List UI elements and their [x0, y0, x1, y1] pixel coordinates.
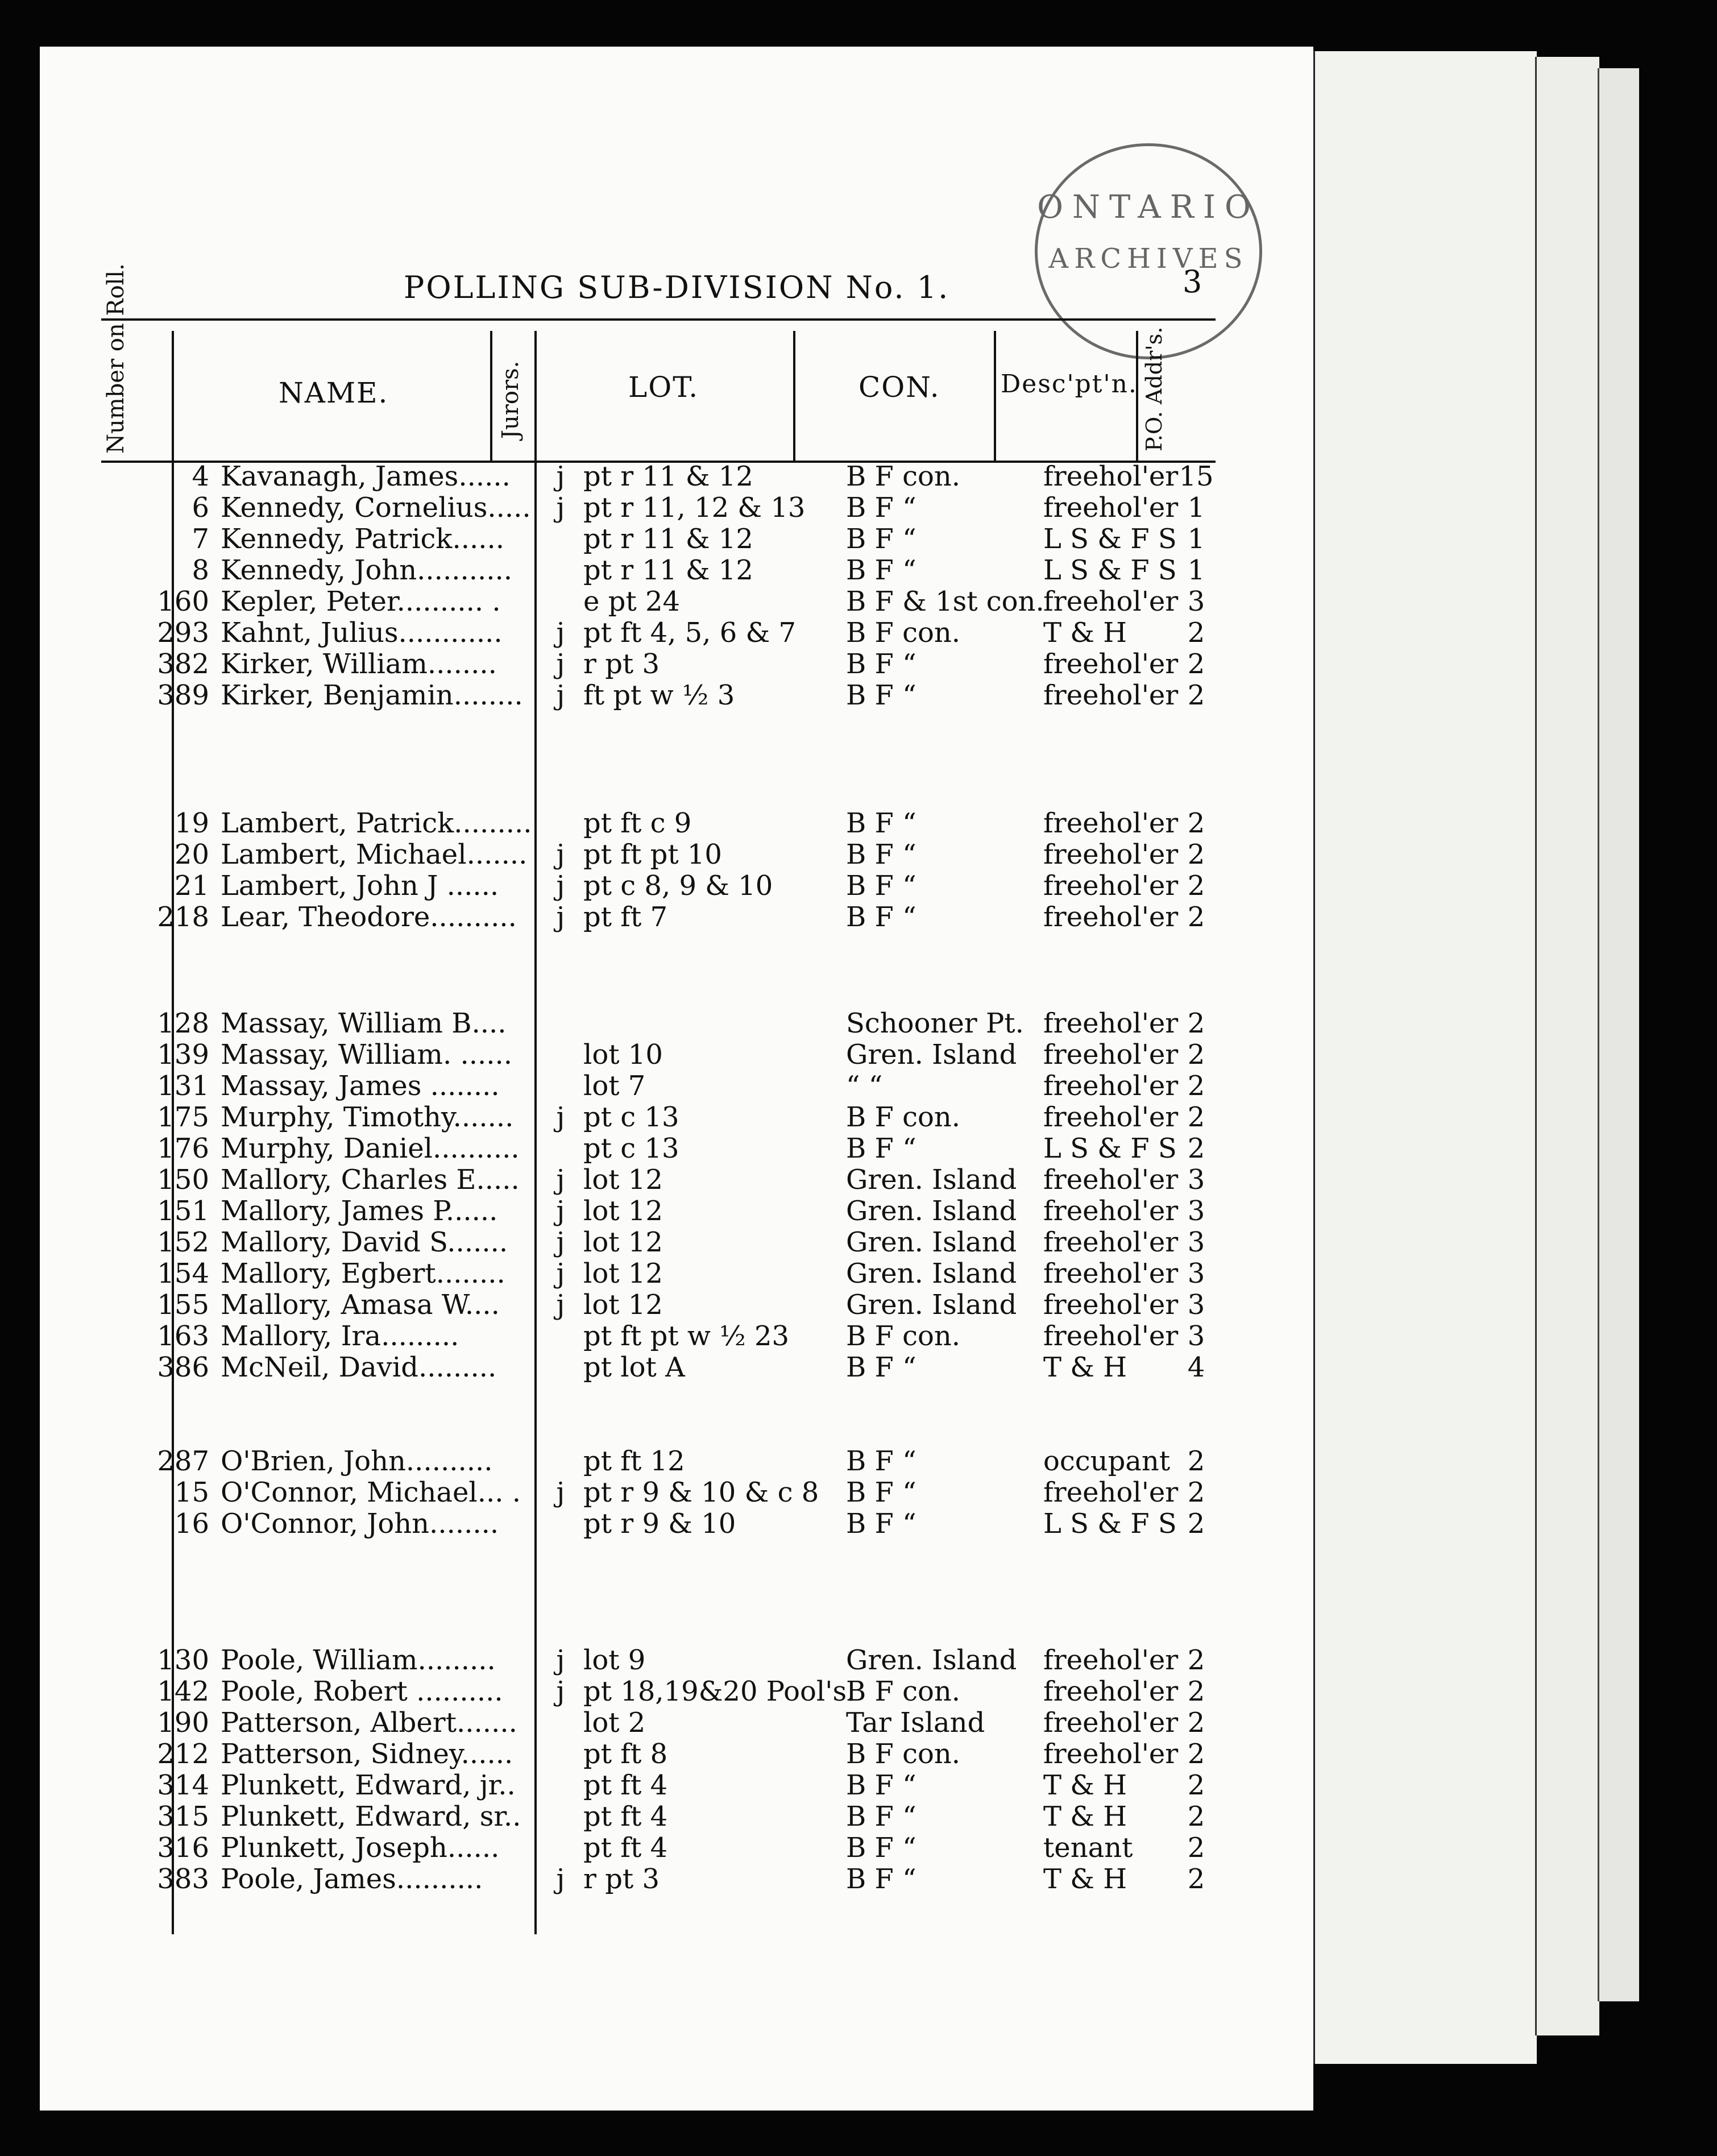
po-address-value: 3 [1187, 1226, 1205, 1258]
table-row [40, 1769, 1313, 1801]
description-value: freehol'er [1043, 1644, 1179, 1676]
lot-value: lot 10 [583, 1039, 663, 1071]
concession-value: B F & 1st con. [846, 586, 1044, 617]
roll-number: 160 [157, 586, 209, 617]
lot-value: pt ft pt 10 [583, 839, 722, 870]
lot-value: lot 12 [583, 1195, 663, 1227]
po-address-value: 4 [1187, 1351, 1205, 1383]
roll-number: 8 [192, 554, 209, 586]
column-header-jurors: Jurors. [497, 360, 524, 439]
concession-value: B F “ [846, 648, 916, 680]
stamp-line-2: ARCHIVES [1048, 242, 1249, 275]
roll-number: 151 [157, 1195, 209, 1227]
table-row [40, 492, 1313, 524]
juror-mark: j [556, 1258, 565, 1290]
page-edge-back [1313, 51, 1537, 2064]
table-row [40, 1508, 1313, 1540]
juror-mark: j [556, 1644, 565, 1676]
lot-value: r pt 3 [583, 1863, 660, 1895]
table-row [40, 1738, 1313, 1770]
concession-value: Gren. Island [846, 1195, 1017, 1227]
description-value: freehol'er [1043, 1676, 1179, 1707]
voter-name: Lambert, Michael....... [221, 839, 528, 870]
roll-number: 16 [174, 1508, 209, 1540]
description-value: freehol'er [1043, 461, 1179, 492]
concession-value: B F “ [846, 1832, 916, 1864]
roll-number: 19 [174, 807, 209, 839]
po-address-value: 2 [1187, 617, 1205, 649]
po-address-value: 2 [1187, 648, 1205, 680]
description-value: freehol'er [1043, 839, 1179, 870]
lot-value: pt ft 8 [583, 1738, 668, 1770]
table-row [40, 1320, 1313, 1352]
juror-mark: j [556, 679, 565, 711]
column-rule [793, 331, 795, 462]
voter-name: Mallory, Amasa W.... [221, 1289, 500, 1321]
lot-value: pt r 9 & 10 [583, 1508, 736, 1540]
juror-mark: j [556, 617, 565, 649]
roll-number: 142 [157, 1676, 209, 1707]
roll-number: 212 [157, 1738, 209, 1770]
po-address-value: 2 [1187, 1676, 1205, 1707]
voter-name: Poole, William......... [221, 1644, 496, 1676]
description-value: T & H [1043, 617, 1127, 649]
concession-value: Schooner Pt. [846, 1007, 1024, 1039]
concession-value: B F “ [846, 870, 916, 902]
description-value: freehol'er [1043, 1320, 1179, 1352]
table-row [40, 554, 1313, 586]
lot-value: e pt 24 [583, 586, 681, 617]
lot-value: pt r 11 & 12 [583, 523, 753, 555]
concession-value: B F “ [846, 1477, 916, 1508]
concession-value: B F con. [846, 461, 961, 492]
voter-name: McNeil, David......... [221, 1351, 497, 1383]
roll-number: 130 [157, 1644, 209, 1676]
description-value: freehol'er [1043, 1258, 1179, 1290]
voter-name: Mallory, Charles E..... [221, 1164, 520, 1196]
voter-name: Kavanagh, James...... [221, 461, 511, 492]
table-row [40, 1832, 1313, 1864]
lot-value: pt ft 4 [583, 1832, 668, 1864]
roll-number: 218 [157, 901, 209, 933]
lot-value: pt ft 7 [583, 901, 668, 933]
column-header-con: CON. [858, 371, 940, 404]
concession-value: B F “ [846, 1863, 916, 1895]
lot-value: pt ft 4 [583, 1801, 668, 1832]
juror-mark: j [556, 492, 565, 524]
lot-value: lot 12 [583, 1226, 663, 1258]
description-value: L S & F S [1043, 1508, 1177, 1540]
roll-number: 131 [157, 1070, 209, 1102]
voter-name: Murphy, Timothy....... [221, 1101, 514, 1133]
column-rule [994, 331, 996, 462]
voter-name: Poole, James.......... [221, 1863, 483, 1895]
table-row [40, 839, 1313, 870]
table-row [40, 1007, 1313, 1039]
roll-number: 382 [157, 648, 209, 680]
voter-name: O'Connor, Michael... . [221, 1477, 521, 1508]
voter-name: Lambert, Patrick......... [221, 807, 532, 839]
description-value: tenant [1043, 1832, 1133, 1864]
roll-number: 15 [174, 1477, 209, 1508]
po-address-value: 2 [1187, 807, 1205, 839]
table-row [40, 1226, 1313, 1258]
roll-number: 316 [157, 1832, 209, 1864]
juror-mark: j [556, 1289, 565, 1321]
po-address-value: 2 [1187, 1644, 1205, 1676]
po-address-value: 15 [1179, 461, 1214, 492]
description-value: freehol'er [1043, 1195, 1179, 1227]
description-value: freehol'er [1043, 1738, 1179, 1770]
page-edge-back [1535, 57, 1599, 2035]
po-address-value: 2 [1187, 1101, 1205, 1133]
concession-value: B F “ [846, 1508, 916, 1540]
lot-value: pt r 11 & 12 [583, 461, 753, 492]
concession-value: Tar Island [846, 1707, 985, 1739]
po-address-value: 2 [1187, 1832, 1205, 1864]
roll-number: 7 [192, 523, 209, 555]
lot-value: pt 18,19&20 Pool's. [583, 1676, 856, 1707]
concession-value: B F con. [846, 1320, 961, 1352]
juror-mark: j [556, 461, 565, 492]
juror-mark: j [556, 1477, 565, 1508]
voter-name: Mallory, Egbert........ [221, 1258, 505, 1290]
voter-name: O'Connor, John........ [221, 1508, 499, 1540]
description-value: T & H [1043, 1351, 1127, 1383]
lot-value: pt ft pt w ½ 23 [583, 1320, 790, 1352]
lot-value: pt lot A [583, 1351, 685, 1383]
roll-number: 314 [157, 1769, 209, 1801]
po-address-value: 2 [1187, 1738, 1205, 1770]
table-row [40, 1164, 1313, 1196]
lot-value: pt c 13 [583, 1133, 679, 1164]
concession-value: B F con. [846, 1101, 961, 1133]
juror-mark: j [556, 1863, 565, 1895]
voter-name: Kennedy, John........... [221, 554, 512, 586]
lot-value: ft pt w ½ 3 [583, 679, 735, 711]
concession-value: B F con. [846, 617, 961, 649]
po-address-value: 1 [1187, 523, 1205, 555]
table-row [40, 1445, 1313, 1477]
voter-name: Patterson, Sidney...... [221, 1738, 513, 1770]
voter-name: Kepler, Peter.......... . [221, 586, 501, 617]
table-row [40, 1801, 1313, 1832]
column-header-desc: Desc'pt'n. [1001, 370, 1138, 399]
voter-name: O'Brien, John.......... [221, 1445, 493, 1477]
description-value: freehol'er [1043, 1477, 1179, 1508]
juror-mark: j [556, 1101, 565, 1133]
table-row [40, 461, 1313, 492]
description-value: freehol'er [1043, 1070, 1179, 1102]
voter-name: Kirker, Benjamin........ [221, 679, 523, 711]
description-value: occupant [1043, 1445, 1171, 1477]
roll-number: 20 [174, 839, 209, 870]
po-address-value: 2 [1187, 1769, 1205, 1801]
voter-name: Massay, William B.... [221, 1007, 507, 1039]
concession-value: Gren. Island [846, 1226, 1017, 1258]
po-address-value: 2 [1187, 1070, 1205, 1102]
po-address-value: 3 [1187, 1164, 1205, 1196]
voter-name: Kahnt, Julius............ [221, 617, 503, 649]
table-row [40, 1644, 1313, 1676]
juror-mark: j [556, 839, 565, 870]
lot-value: pt r 9 & 10 & c 8 [583, 1477, 819, 1508]
lot-value: pt r 11 & 12 [583, 554, 753, 586]
description-value: T & H [1043, 1863, 1127, 1895]
roll-number: 176 [157, 1133, 209, 1164]
voter-name: Massay, James ........ [221, 1070, 500, 1102]
po-address-value: 3 [1187, 1320, 1205, 1352]
table-row [40, 1289, 1313, 1321]
description-value: freehol'er [1043, 1289, 1179, 1321]
table-row [40, 807, 1313, 839]
lot-value: pt c 13 [583, 1101, 679, 1133]
po-address-value: 2 [1187, 1477, 1205, 1508]
roll-number: 383 [157, 1863, 209, 1895]
concession-value: Gren. Island [846, 1289, 1017, 1321]
table-row [40, 901, 1313, 933]
concession-value: B F con. [846, 1738, 961, 1770]
table-row [40, 1101, 1313, 1133]
lot-value: pt ft 4 [583, 1769, 668, 1801]
table-row [40, 648, 1313, 680]
concession-value: B F “ [846, 807, 916, 839]
roll-number: 175 [157, 1101, 209, 1133]
description-value: freehol'er [1043, 648, 1179, 680]
roll-number: 150 [157, 1164, 209, 1196]
lot-value: lot 12 [583, 1289, 663, 1321]
lot-value: lot 2 [583, 1707, 646, 1739]
juror-mark: j [556, 870, 565, 902]
roll-number: 155 [157, 1289, 209, 1321]
concession-value: B F “ [846, 1769, 916, 1801]
po-address-value: 2 [1187, 1508, 1205, 1540]
concession-value: B F “ [846, 554, 916, 586]
po-address-value: 2 [1187, 1445, 1205, 1477]
table-row [40, 1863, 1313, 1895]
juror-mark: j [556, 1195, 565, 1227]
concession-value: B F “ [846, 523, 916, 555]
table-row [40, 1351, 1313, 1383]
roll-number: 386 [157, 1351, 209, 1383]
table-row [40, 679, 1313, 711]
concession-value: Gren. Island [846, 1164, 1017, 1196]
concession-value: B F “ [846, 901, 916, 933]
juror-mark: j [556, 1676, 565, 1707]
column-header-number: Number on Roll. [103, 263, 129, 454]
lot-value: pt ft 12 [583, 1445, 685, 1477]
po-address-value: 3 [1187, 1289, 1205, 1321]
lot-value: lot 12 [583, 1164, 663, 1196]
lot-value: pt r 11, 12 & 13 [583, 492, 806, 524]
lot-value: r pt 3 [583, 648, 660, 680]
voter-name: Murphy, Daniel.......... [221, 1133, 520, 1164]
lot-value: pt ft 4, 5, 6 & 7 [583, 617, 797, 649]
description-value: freehol'er [1043, 870, 1179, 902]
description-value: L S & F S [1043, 523, 1177, 555]
stamp-line-1: ONTARIO [1037, 188, 1260, 226]
table-row [40, 1258, 1313, 1290]
column-rule [490, 331, 492, 462]
description-value: freehol'er [1043, 1164, 1179, 1196]
voter-name: Mallory, James P...... [221, 1195, 498, 1227]
po-address-value: 2 [1187, 1801, 1205, 1832]
description-value: L S & F S [1043, 554, 1177, 586]
roll-number: 154 [157, 1258, 209, 1290]
voter-name: Plunkett, Joseph...... [221, 1832, 500, 1864]
table-row [40, 586, 1313, 617]
description-value: freehol'er [1043, 1039, 1179, 1071]
po-address-value: 2 [1187, 1133, 1205, 1164]
juror-mark: j [556, 1164, 565, 1196]
voter-name: Kirker, William........ [221, 648, 497, 680]
concession-value: Gren. Island [846, 1258, 1017, 1290]
lot-value: pt ft c 9 [583, 807, 692, 839]
roll-number: 389 [157, 679, 209, 711]
table-row [40, 1039, 1313, 1071]
description-value: freehol'er [1043, 1226, 1179, 1258]
roll-number: 21 [174, 870, 209, 902]
table-row [40, 523, 1313, 555]
concession-value: “ “ [846, 1070, 883, 1102]
roll-number: 163 [157, 1320, 209, 1352]
concession-value: B F con. [846, 1676, 961, 1707]
description-value: freehol'er [1043, 1707, 1179, 1739]
po-address-value: 2 [1187, 839, 1205, 870]
table-row [40, 1133, 1313, 1164]
description-value: freehol'er [1043, 807, 1179, 839]
roll-number: 128 [157, 1007, 209, 1039]
description-value: freehol'er [1043, 901, 1179, 933]
description-value: T & H [1043, 1801, 1127, 1832]
table-row [40, 1477, 1313, 1508]
description-value: L S & F S [1043, 1133, 1177, 1164]
voter-name: Mallory, Ira......... [221, 1320, 459, 1352]
voter-name: Massay, William. ...... [221, 1039, 512, 1071]
roll-number: 4 [192, 461, 209, 492]
voter-name: Lear, Theodore.......... [221, 901, 517, 933]
voter-name: Plunkett, Edward, jr.. [221, 1769, 516, 1801]
concession-value: B F “ [846, 1133, 916, 1164]
lot-value: lot 7 [583, 1070, 646, 1102]
concession-value: B F “ [846, 1445, 916, 1477]
concession-value: Gren. Island [846, 1644, 1017, 1676]
voter-name: Kennedy, Patrick...... [221, 523, 505, 555]
page-edge-back [1598, 68, 1639, 2001]
column-header-name: NAME. [279, 376, 389, 409]
po-address-value: 3 [1187, 586, 1205, 617]
description-value: freehol'er [1043, 492, 1179, 524]
header-top-rule [101, 318, 1216, 321]
po-address-value: 2 [1187, 1707, 1205, 1739]
po-address-value: 1 [1187, 492, 1205, 524]
concession-value: B F “ [846, 679, 916, 711]
description-value: freehol'er [1043, 586, 1179, 617]
concession-value: B F “ [846, 1801, 916, 1832]
roll-number: 6 [192, 492, 209, 524]
po-address-value: 3 [1187, 1195, 1205, 1227]
juror-mark: j [556, 1226, 565, 1258]
lot-value: lot 9 [583, 1644, 646, 1676]
lot-value: pt c 8, 9 & 10 [583, 870, 773, 902]
po-address-value: 2 [1187, 1863, 1205, 1895]
po-address-value: 2 [1187, 1039, 1205, 1071]
description-value: T & H [1043, 1769, 1127, 1801]
juror-mark: j [556, 648, 565, 680]
roll-number: 293 [157, 617, 209, 649]
po-address-value: 2 [1187, 1007, 1205, 1039]
column-header-lot: LOT. [628, 371, 699, 404]
voter-name: Lambert, John J ...... [221, 870, 499, 902]
column-header-po: P.O. Addr's. [1142, 326, 1167, 451]
table-row [40, 1070, 1313, 1102]
po-address-value: 2 [1187, 901, 1205, 933]
voter-name: Mallory, David S....... [221, 1226, 508, 1258]
description-value: freehol'er [1043, 1101, 1179, 1133]
table-row [40, 870, 1313, 902]
roll-number: 287 [157, 1445, 209, 1477]
lot-value: lot 12 [583, 1258, 663, 1290]
voter-name: Patterson, Albert....... [221, 1707, 517, 1739]
page-heading: POLLING SUB-DIVISION No. 1. [404, 270, 950, 305]
concession-value: B F “ [846, 492, 916, 524]
concession-value: Gren. Island [846, 1039, 1017, 1071]
roll-number: 139 [157, 1039, 209, 1071]
po-address-value: 3 [1187, 1258, 1205, 1290]
po-address-value: 2 [1187, 679, 1205, 711]
page-number: 3 [1183, 264, 1202, 300]
roll-number: 190 [157, 1707, 209, 1739]
voter-name: Poole, Robert .......... [221, 1676, 503, 1707]
roll-number: 315 [157, 1801, 209, 1832]
table-row [40, 1195, 1313, 1227]
document-page [40, 47, 1313, 2111]
table-row [40, 1707, 1313, 1739]
concession-value: B F “ [846, 839, 916, 870]
table-row [40, 617, 1313, 649]
voter-name: Kennedy, Cornelius..... [221, 492, 531, 524]
voter-name: Plunkett, Edward, sr.. [221, 1801, 521, 1832]
juror-mark: j [556, 901, 565, 933]
po-address-value: 1 [1187, 554, 1205, 586]
po-address-value: 2 [1187, 870, 1205, 902]
roll-number: 152 [157, 1226, 209, 1258]
description-value: freehol'er [1043, 1007, 1179, 1039]
concession-value: B F “ [846, 1351, 916, 1383]
table-row [40, 1676, 1313, 1707]
description-value: freehol'er [1043, 679, 1179, 711]
